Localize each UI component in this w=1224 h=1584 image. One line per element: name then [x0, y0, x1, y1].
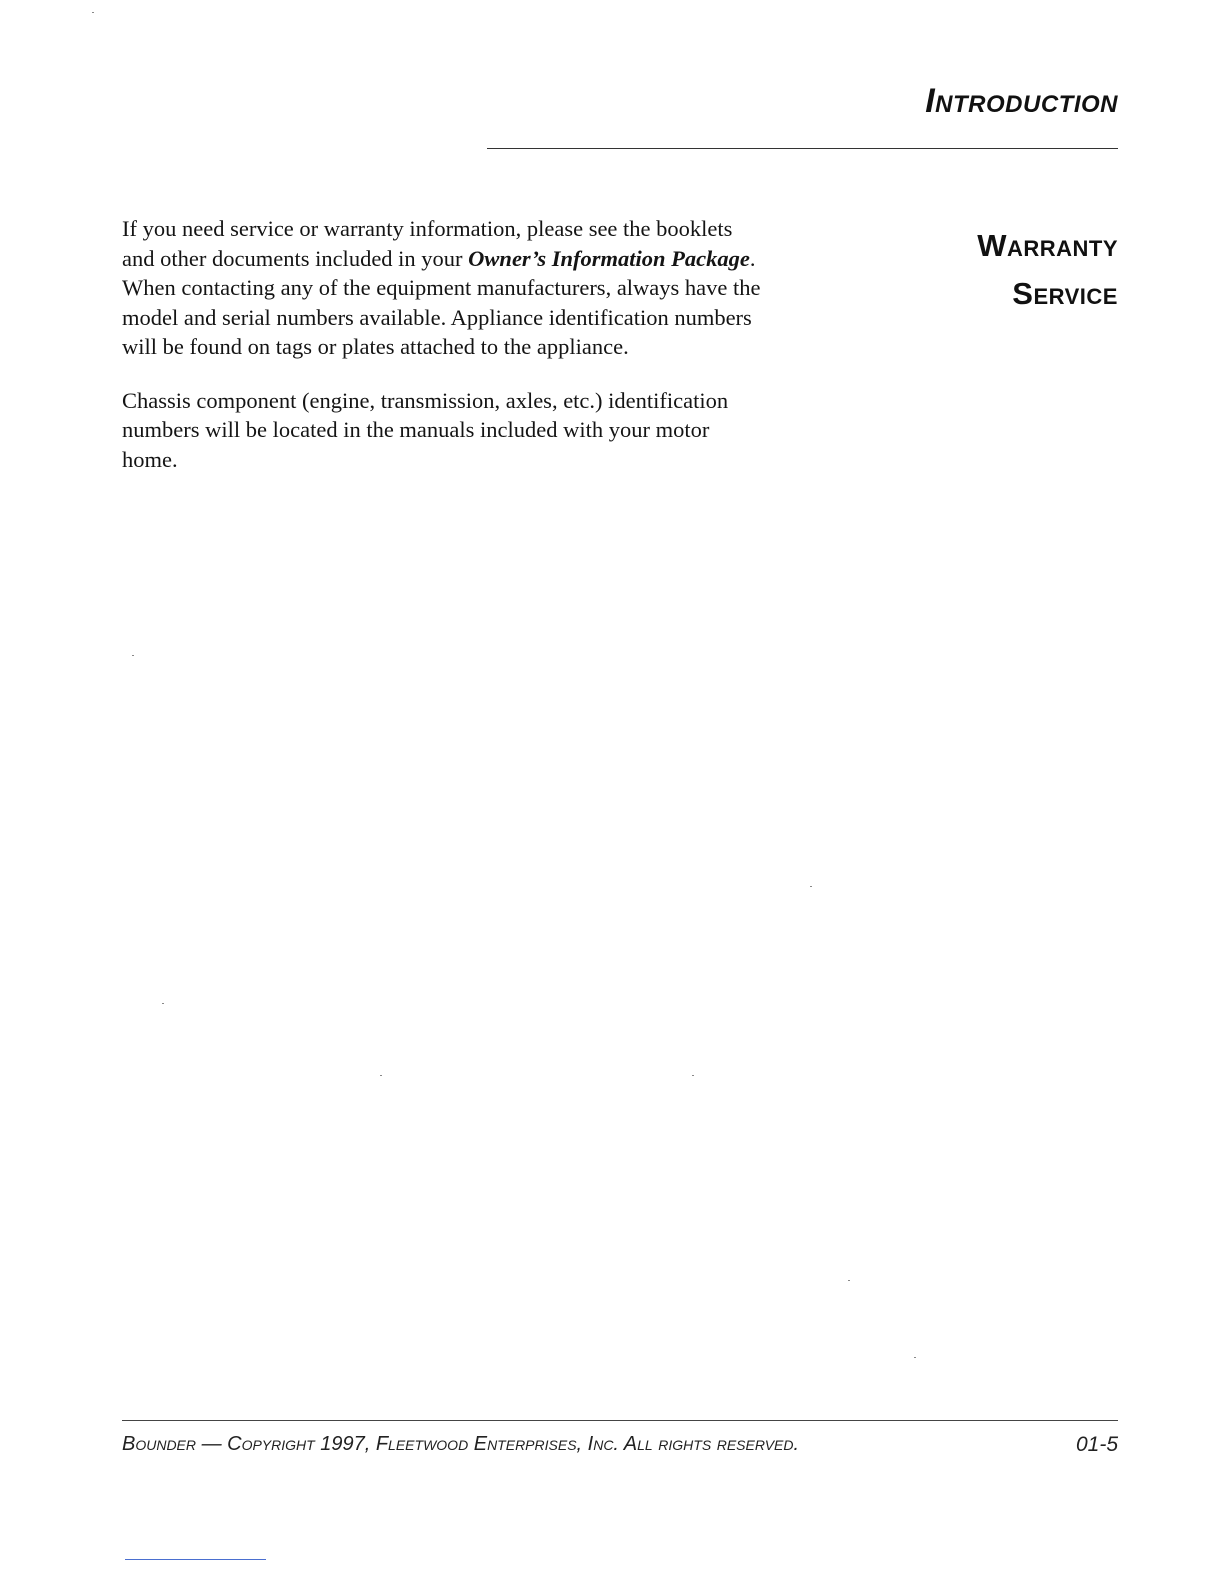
- section-heading-line-1: Warranty: [977, 228, 1118, 263]
- scan-speck: [162, 1003, 164, 1004]
- scan-speck: [914, 1357, 916, 1358]
- paragraph-chassis-info: Chassis component (engine, transmission, axles, etc.) identification numbers will be located in the manuals included with your motor home.: [122, 387, 729, 472]
- owners-package-emphasis: Owner’s Information Package: [468, 245, 750, 271]
- page-number: 01-5: [1075, 1433, 1118, 1456]
- scan-speck: [692, 1075, 694, 1076]
- header-divider: [487, 148, 1118, 149]
- section-heading-line-2: Service: [1012, 276, 1118, 311]
- scan-speck: [810, 886, 812, 887]
- footer-divider: [122, 1420, 1118, 1421]
- scan-mark-line: [125, 1559, 266, 1560]
- paragraph-warranty-info: [122, 214, 762, 362]
- scan-speck: [380, 1075, 382, 1076]
- paragraph-text: If you need service or warranty information, please see the booklets and other documents included in your: [122, 216, 733, 271]
- scan-speck: [132, 655, 134, 656]
- footer-copyright: Bounder — Copyright 1997, Fleetwood Enterprises, Inc. All rights reserved.: [122, 1433, 800, 1455]
- scan-speck: [848, 1280, 850, 1281]
- chapter-title: Introduction: [925, 82, 1118, 120]
- scan-speck: [92, 12, 94, 13]
- body-text: [122, 214, 762, 498]
- section-heading: [977, 222, 1118, 318]
- paragraph-text: . When contacting any of the equipment manufacturers, always have the model and serial numbers available. Appliance identification numbers will be found on tags or plates attached to the appliance.: [122, 245, 761, 359]
